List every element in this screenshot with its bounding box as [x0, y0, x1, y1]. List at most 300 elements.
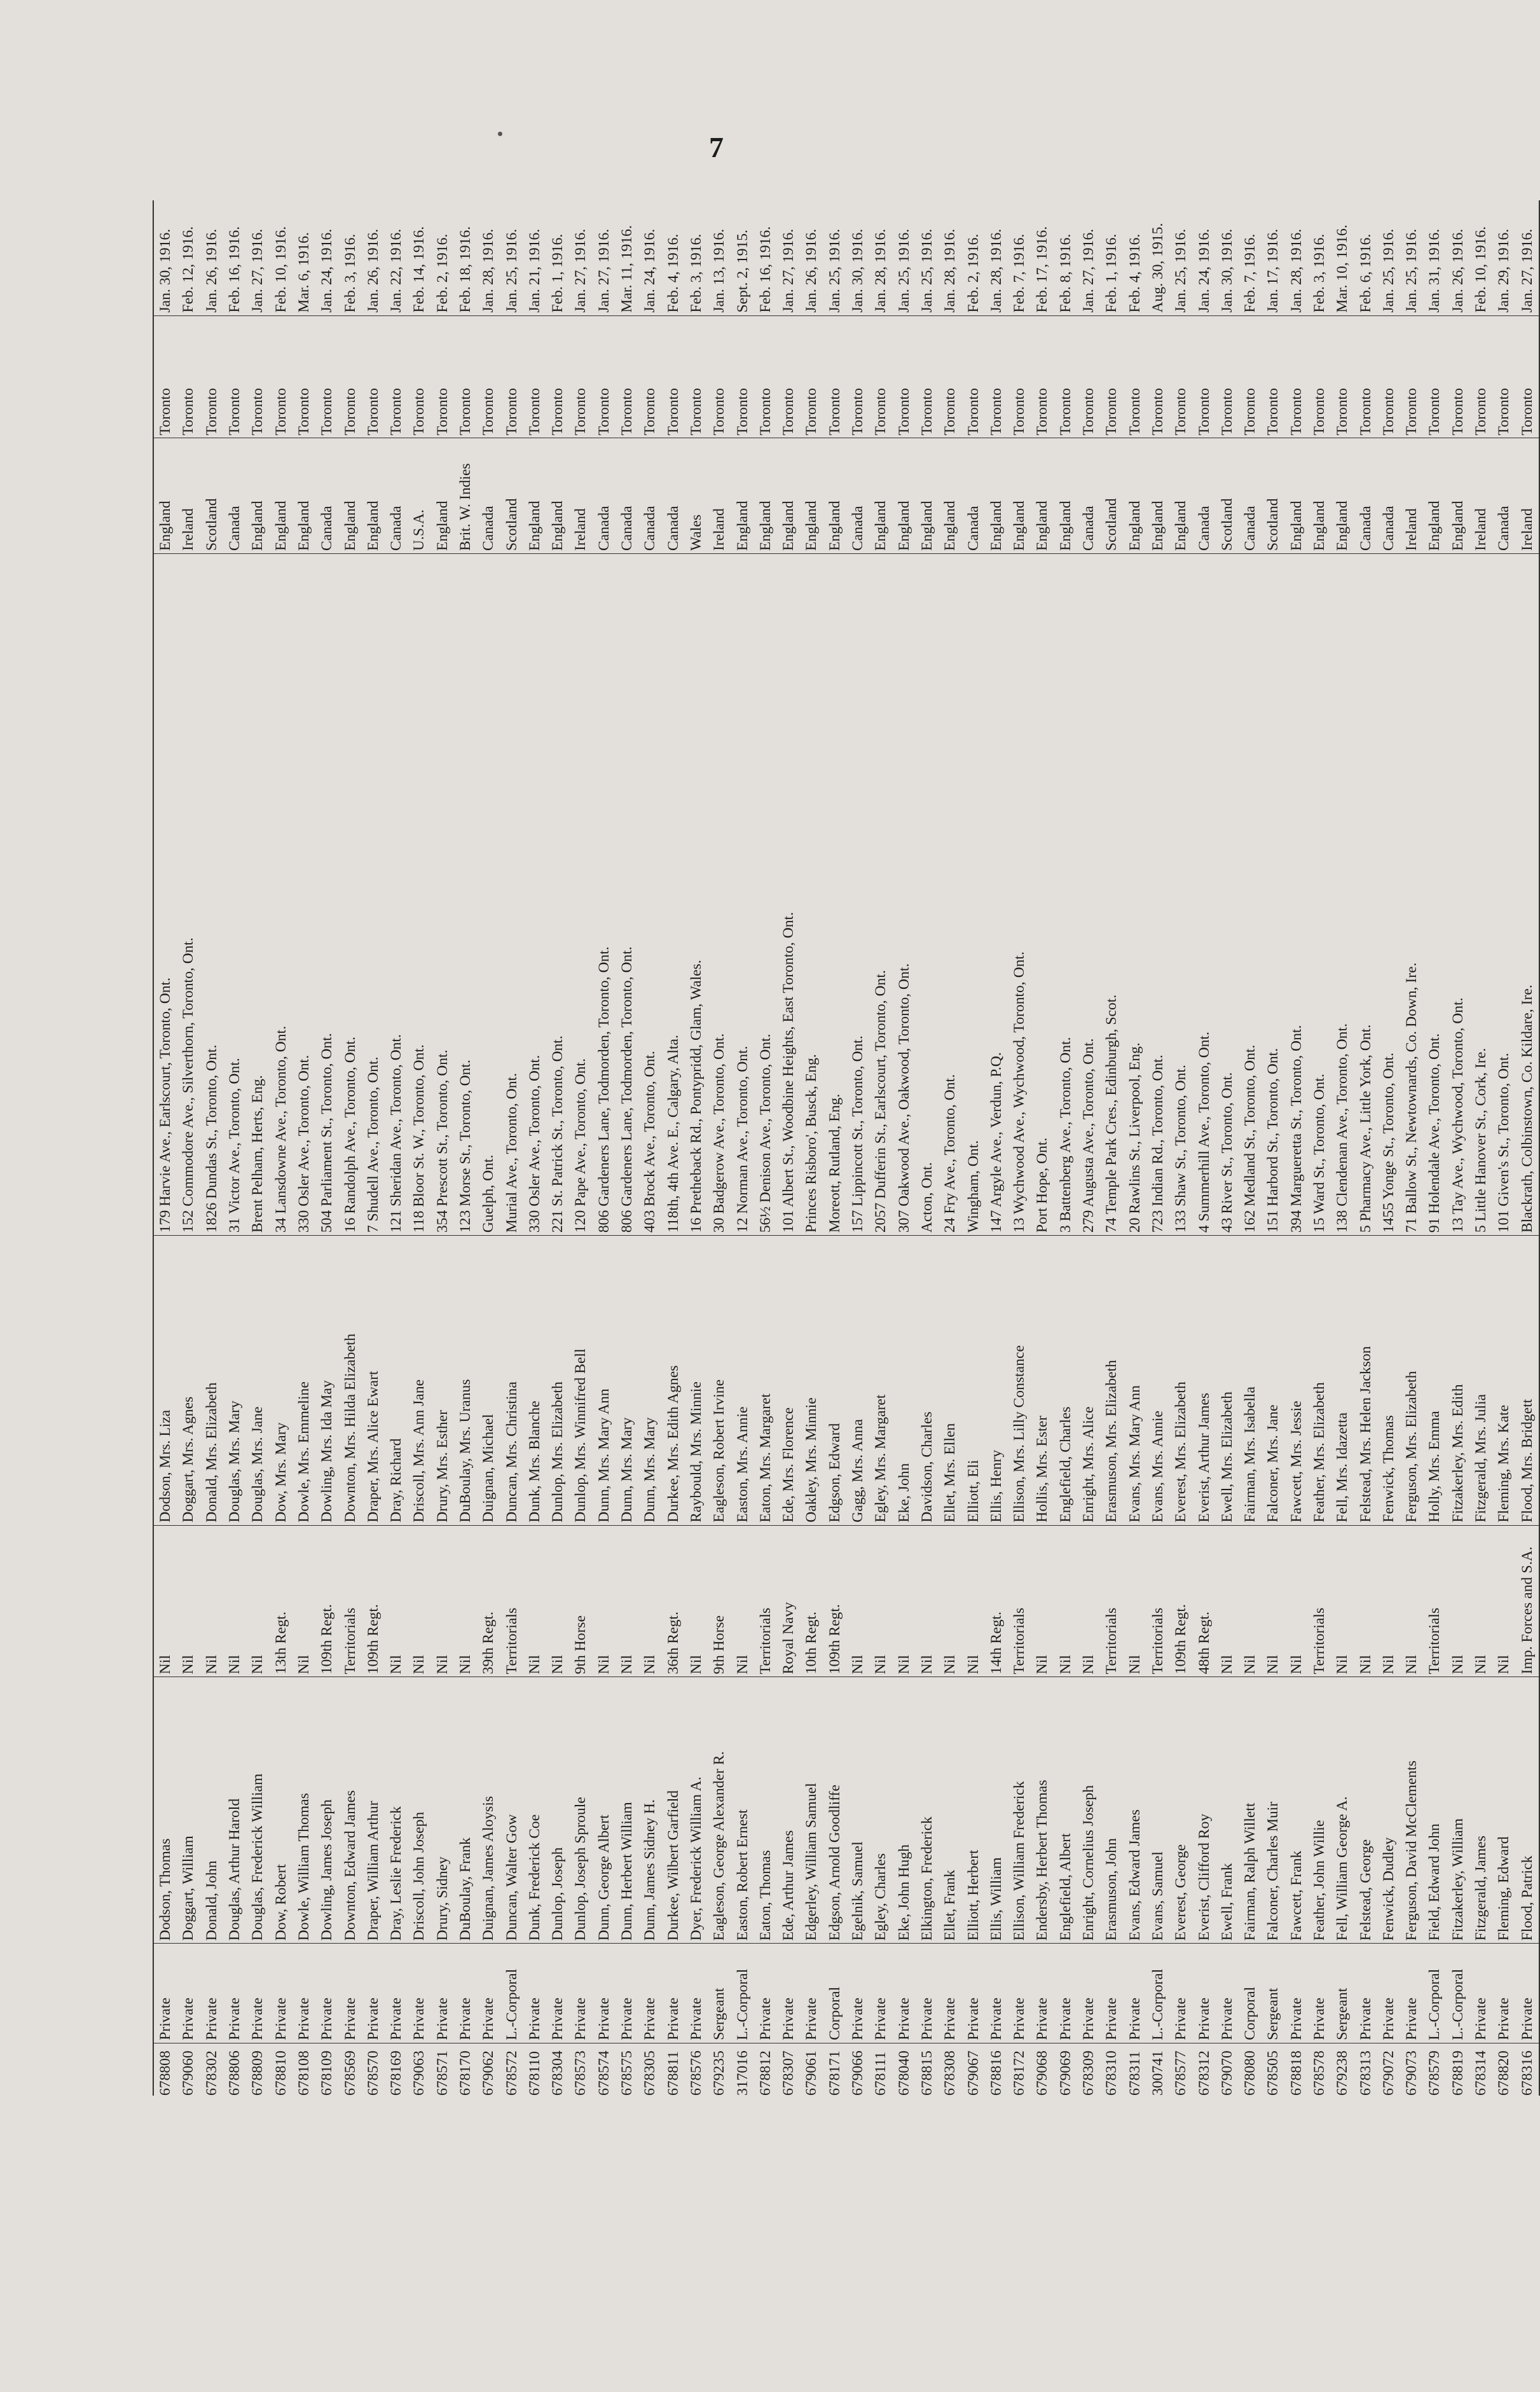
- regimental-number-cell: [246, 2043, 269, 2096]
- date-of-enlistment: Jan. 24, 1916.: [1195, 228, 1213, 313]
- rank-cell: [1331, 1944, 1354, 2043]
- place-of-enlistment: Toronto: [1126, 388, 1143, 436]
- place-of-enlistment-cell: [800, 315, 823, 438]
- next-of-kin-address-cell: [1031, 554, 1054, 1236]
- soldier-name-cell: [1169, 1677, 1192, 1944]
- table-row: [638, 200, 661, 2096]
- date-of-enlistment-cell: [1077, 200, 1100, 315]
- regimental-number: 678576: [687, 2050, 705, 2096]
- former-corps: Nil: [1403, 1655, 1420, 1675]
- next-of-kin-address-cell: [362, 554, 385, 1236]
- place-of-enlistment-cell: [385, 315, 408, 438]
- former-corps-cell: [500, 1525, 523, 1677]
- next-of-kin-address: Murial Ave., Toronto, Ont.: [503, 1073, 520, 1233]
- next-of-kin-cell: [1216, 1236, 1239, 1526]
- regimental-number-cell: [153, 2043, 177, 2096]
- regimental-number-cell: [662, 2043, 685, 2096]
- date-of-enlistment: Jan. 26, 1916.: [364, 228, 382, 313]
- country-of-birth-cell: [546, 438, 569, 554]
- soldier-name-cell: [477, 1677, 500, 1944]
- date-of-enlistment: Feb. 2, 1916.: [434, 233, 451, 313]
- rank: Private: [411, 1997, 428, 2040]
- country-of-birth: England: [1126, 501, 1143, 551]
- rank-cell: [615, 1944, 638, 2043]
- next-of-kin-address-cell: [1354, 554, 1377, 1236]
- table-row: [246, 200, 269, 2096]
- date-of-enlistment: Aug. 30, 1915.: [1149, 223, 1166, 313]
- rank: Private: [457, 1997, 474, 2040]
- country-of-birth-cell: [638, 438, 661, 554]
- table-row: [1239, 200, 1262, 2096]
- date-of-enlistment: Jan. 13, 1916.: [711, 228, 728, 313]
- soldier-name-cell: [1239, 1677, 1262, 1944]
- former-corps-cell: [1400, 1525, 1423, 1677]
- regimental-number-cell: [1192, 2043, 1215, 2096]
- former-corps-cell: [1146, 1525, 1169, 1677]
- former-corps: Nil: [1473, 1655, 1490, 1675]
- date-of-enlistment-cell: [477, 200, 500, 315]
- place-of-enlistment-cell: [546, 315, 569, 438]
- next-of-kin-cell: [546, 1236, 569, 1526]
- next-of-kin-address-cell: [823, 554, 846, 1236]
- next-of-kin-address-cell: [1285, 554, 1308, 1236]
- regimental-number: 679063: [411, 2050, 428, 2096]
- table-row: [708, 200, 731, 2096]
- next-of-kin-address-cell: [1469, 554, 1492, 1236]
- date-of-enlistment: Jan. 28, 1916.: [942, 228, 959, 313]
- next-of-kin-address: 504 Parliament St., Toronto, Ont.: [319, 1033, 336, 1233]
- date-of-enlistment: Feb. 12, 1916.: [180, 226, 197, 313]
- former-corps-cell: [1331, 1525, 1354, 1677]
- next-of-kin-address-cell: [1100, 554, 1123, 1236]
- date-of-enlistment: Feb. 8, 1916.: [1057, 233, 1074, 313]
- next-of-kin: DuBoulay, Mrs. Uranus: [457, 1379, 474, 1523]
- next-of-kin-cell: [315, 1236, 338, 1526]
- regimental-number-cell: [985, 2043, 1008, 2096]
- next-of-kin-cell: [523, 1236, 546, 1526]
- rank: Private: [1011, 1997, 1028, 2040]
- next-of-kin-cell: [1123, 1236, 1146, 1526]
- country-of-birth: Ireland: [1473, 508, 1490, 551]
- rank: Private: [1080, 1997, 1097, 2040]
- next-of-kin: Drury, Mrs. Esther: [434, 1409, 451, 1523]
- place-of-enlistment: Toronto: [1080, 388, 1097, 436]
- date-of-enlistment: Feb. 3, 1916.: [341, 233, 359, 313]
- place-of-enlistment: Toronto: [1518, 388, 1536, 436]
- soldier-name: Egley, Charles: [872, 1853, 890, 1941]
- next-of-kin-cell: [153, 1236, 177, 1526]
- former-corps-cell: [1169, 1525, 1192, 1677]
- country-of-birth: England: [249, 501, 266, 551]
- country-of-birth: Ireland: [1518, 508, 1536, 551]
- former-corps: Nil: [734, 1655, 751, 1675]
- former-corps-cell: [1262, 1525, 1284, 1677]
- regimental-number-cell: [269, 2043, 292, 2096]
- soldier-name-cell: [153, 1677, 177, 1944]
- place-of-enlistment-cell: [246, 315, 269, 438]
- next-of-kin-address: 118th, 4th Ave. E., Calgary, Alta.: [664, 1035, 682, 1233]
- next-of-kin-cell: [1008, 1236, 1031, 1526]
- next-of-kin-address-cell: [153, 554, 177, 1236]
- regimental-number: 678809: [249, 2050, 266, 2096]
- former-corps-cell: [869, 1525, 892, 1677]
- rank: Private: [1495, 1997, 1513, 2040]
- rank: Private: [226, 1997, 244, 2040]
- place-of-enlistment: Toronto: [1218, 388, 1235, 436]
- former-corps: Nil: [918, 1655, 935, 1675]
- soldier-name: Ede, Arthur James: [780, 1830, 797, 1941]
- next-of-kin-address-cell: [985, 554, 1008, 1236]
- next-of-kin-address: 179 Harvie Ave., Earlscourt, Toronto, Ont.: [157, 978, 174, 1233]
- rank-cell: [1077, 1944, 1100, 2043]
- former-corps-cell: [938, 1525, 961, 1677]
- place-of-enlistment: Toronto: [1149, 388, 1166, 436]
- former-corps: 9th Horse: [572, 1615, 589, 1675]
- regimental-number: 678171: [826, 2050, 843, 2096]
- table-row: [869, 200, 892, 2096]
- former-corps: Nil: [872, 1655, 890, 1675]
- place-of-enlistment-cell: [685, 315, 708, 438]
- former-corps-cell: [593, 1525, 615, 1677]
- regimental-number-cell: [754, 2043, 777, 2096]
- place-of-enlistment: Toronto: [826, 388, 843, 436]
- rank: Private: [364, 1997, 382, 2040]
- rank-cell: [754, 1944, 777, 2043]
- former-corps: Nil: [1495, 1655, 1513, 1675]
- place-of-enlistment-cell: [1008, 315, 1031, 438]
- next-of-kin-cell: [662, 1236, 685, 1526]
- country-of-birth-cell: [431, 438, 454, 554]
- next-of-kin-cell: [362, 1236, 385, 1526]
- place-of-enlistment: Toronto: [734, 388, 751, 436]
- rank-cell: [1216, 1944, 1239, 2043]
- place-of-enlistment-cell: [893, 315, 916, 438]
- place-of-enlistment: Toronto: [895, 388, 912, 436]
- soldier-name-cell: [431, 1677, 454, 1944]
- former-corps: 109th Regt.: [319, 1604, 336, 1675]
- regimental-number-cell: [477, 2043, 500, 2096]
- table-row: [1123, 200, 1146, 2096]
- regimental-number: 678505: [1265, 2050, 1282, 2096]
- regimental-number-cell: [362, 2043, 385, 2096]
- rank-cell: [315, 1944, 338, 2043]
- former-corps: Nil: [1449, 1655, 1466, 1675]
- country-of-birth: England: [1288, 501, 1305, 551]
- regimental-number-cell: [1377, 2043, 1400, 2096]
- next-of-kin-address: 30 Badgerow Ave., Toronto, Ont.: [711, 1033, 728, 1233]
- place-of-enlistment-cell: [569, 315, 592, 438]
- next-of-kin: Falconer, Mrs. Jane: [1265, 1404, 1282, 1523]
- table-row: [500, 200, 523, 2096]
- table-row: [893, 200, 916, 2096]
- date-of-enlistment: Jan. 28, 1916.: [987, 228, 1005, 313]
- place-of-enlistment-cell: [1400, 315, 1423, 438]
- next-of-kin: Dunn, Mrs. Mary: [642, 1417, 659, 1523]
- place-of-enlistment: Toronto: [1310, 388, 1328, 436]
- date-of-enlistment-cell: [961, 200, 984, 315]
- next-of-kin-address: Brent Pelham, Herts, Eng.: [249, 1075, 266, 1233]
- rank-cell: [731, 1944, 753, 2043]
- country-of-birth-cell: [362, 438, 385, 554]
- rank-cell: [362, 1944, 385, 2043]
- rank: Private: [1172, 1997, 1190, 2040]
- former-corps-cell: [546, 1525, 569, 1677]
- date-of-enlistment: Mar. 6, 1916.: [295, 232, 312, 313]
- country-of-birth-cell: [269, 438, 292, 554]
- rank: Private: [757, 1997, 774, 2040]
- place-of-enlistment-cell: [153, 315, 177, 438]
- country-of-birth: Canada: [642, 506, 659, 551]
- next-of-kin-address: 2057 Dufferin St., Earlscourt, Toronto, Ont.: [872, 970, 890, 1233]
- next-of-kin-address-cell: [1054, 554, 1077, 1236]
- regimental-number: 679070: [1218, 2050, 1235, 2096]
- country-of-birth-cell: [500, 438, 523, 554]
- rank-cell: [523, 1944, 546, 2043]
- country-of-birth: Canada: [1242, 506, 1259, 551]
- former-corps-cell: [708, 1525, 731, 1677]
- date-of-enlistment: Jan. 25, 1916.: [895, 228, 912, 313]
- next-of-kin-cell: [477, 1236, 500, 1526]
- next-of-kin: Elliott, Eli: [965, 1460, 982, 1523]
- country-of-birth: Scotland: [503, 498, 520, 551]
- table-row: [1146, 200, 1169, 2096]
- table-row: [1100, 200, 1123, 2096]
- country-of-birth-cell: [1447, 438, 1469, 554]
- date-of-enlistment: Sept. 2, 1915.: [734, 230, 751, 313]
- next-of-kin: Evans, Mrs. Annie: [1149, 1411, 1166, 1523]
- date-of-enlistment-cell: [223, 200, 246, 315]
- former-corps-cell: [408, 1525, 430, 1677]
- country-of-birth-cell: [1377, 438, 1400, 554]
- next-of-kin-address-cell: [454, 554, 477, 1236]
- place-of-enlistment-cell: [1377, 315, 1400, 438]
- date-of-enlistment-cell: [662, 200, 685, 315]
- soldier-name: Fenwick, Dudley: [1380, 1837, 1397, 1941]
- place-of-enlistment-cell: [916, 315, 938, 438]
- next-of-kin-address: 4 Summerhill Ave., Toronto, Ont.: [1195, 1032, 1213, 1233]
- country-of-birth: Ireland: [572, 508, 589, 551]
- date-of-enlistment: Feb. 10, 1916.: [272, 226, 289, 313]
- former-corps-cell: [454, 1525, 477, 1677]
- date-of-enlistment: Feb. 16, 1916.: [226, 226, 244, 313]
- soldier-name-cell: [1100, 1677, 1123, 1944]
- country-of-birth-cell: [893, 438, 916, 554]
- rank-cell: [223, 1944, 246, 2043]
- soldier-name-cell: [246, 1677, 269, 1944]
- place-of-enlistment: Toronto: [965, 388, 982, 436]
- country-of-birth-cell: [315, 438, 338, 554]
- next-of-kin-cell: [893, 1236, 916, 1526]
- country-of-birth-cell: [1354, 438, 1377, 554]
- next-of-kin-address: Acton, Ont.: [918, 1162, 935, 1233]
- country-of-birth: Scotland: [203, 498, 220, 551]
- regimental-number: 678578: [1310, 2050, 1328, 2096]
- country-of-birth: Scotland: [1218, 498, 1235, 551]
- next-of-kin: Dunn, Mrs. Mary: [619, 1417, 636, 1523]
- rank-cell: [269, 1944, 292, 2043]
- former-corps: Royal Navy: [780, 1601, 797, 1675]
- table-row: [1492, 200, 1515, 2096]
- former-corps-cell: [731, 1525, 753, 1677]
- next-of-kin-address-cell: [1423, 554, 1446, 1236]
- place-of-enlistment-cell: [431, 315, 454, 438]
- next-of-kin-address-cell: [177, 554, 200, 1236]
- date-of-enlistment-cell: [385, 200, 408, 315]
- table-row: [1308, 200, 1331, 2096]
- scan-speck: [498, 132, 502, 136]
- former-corps-cell: [1469, 1525, 1492, 1677]
- rank: Private: [1218, 1997, 1235, 2040]
- next-of-kin-address: 723 Indian Rd., Toronto, Ont.: [1149, 1054, 1166, 1233]
- next-of-kin: Holly, Mrs. Emma: [1426, 1411, 1443, 1523]
- former-corps-cell: [246, 1525, 269, 1677]
- regimental-number: 678314: [1473, 2050, 1490, 2096]
- former-corps: Territorials: [1426, 1607, 1443, 1675]
- former-corps-cell: [362, 1525, 385, 1677]
- next-of-kin-address: 138 Clendenan Ave., Toronto, Ont.: [1334, 1023, 1351, 1233]
- country-of-birth: England: [757, 501, 774, 551]
- soldier-name-cell: [1377, 1677, 1400, 1944]
- soldier-name: Evans, Edward James: [1126, 1809, 1143, 1941]
- next-of-kin: Eke, John: [895, 1463, 912, 1523]
- date-of-enlistment-cell: [431, 200, 454, 315]
- rank-cell: [1054, 1944, 1077, 2043]
- rank-cell: [1146, 1944, 1169, 2043]
- regimental-number-cell: [315, 2043, 338, 2096]
- date-of-enlistment: Jan. 29, 1916.: [1495, 228, 1513, 313]
- place-of-enlistment-cell: [1447, 315, 1469, 438]
- date-of-enlistment-cell: [177, 200, 200, 315]
- date-of-enlistment: Jan. 22, 1916.: [388, 228, 405, 313]
- next-of-kin: Ellet, Mrs. Ellen: [942, 1423, 959, 1523]
- regimental-number-cell: [1239, 2043, 1262, 2096]
- table-row: [408, 200, 430, 2096]
- rank-cell: [593, 1944, 615, 2043]
- regimental-number: 678172: [1011, 2050, 1028, 2096]
- next-of-kin-address-cell: [731, 554, 753, 1236]
- regimental-number: 678808: [157, 2050, 174, 2096]
- next-of-kin-address-cell: [315, 554, 338, 1236]
- former-corps: 36th Regt.: [664, 1612, 682, 1675]
- regimental-number-cell: [823, 2043, 846, 2096]
- rank-cell: [153, 1944, 177, 2043]
- place-of-enlistment-cell: [223, 315, 246, 438]
- next-of-kin: Oakley, Mrs. Minnie: [803, 1397, 820, 1523]
- table-row: [985, 200, 1008, 2096]
- date-of-enlistment: Feb. 17, 1916.: [1034, 226, 1051, 313]
- rank: Private: [1357, 1997, 1374, 2040]
- next-of-kin: Driscoll, Mrs. Ann Jane: [411, 1379, 428, 1523]
- soldier-name-cell: [338, 1677, 361, 1944]
- place-of-enlistment-cell: [200, 315, 223, 438]
- date-of-enlistment: Jan. 25, 1916.: [918, 228, 935, 313]
- rank: Private: [319, 1997, 336, 2040]
- date-of-enlistment-cell: [523, 200, 546, 315]
- next-of-kin-address: 221 St. Patrick St., Toronto, Ont.: [549, 1035, 567, 1233]
- regimental-number-cell: [200, 2043, 223, 2096]
- next-of-kin-address-cell: [1492, 554, 1515, 1236]
- date-of-enlistment: Feb. 7, 1916.: [1011, 233, 1028, 313]
- former-corps-cell: [385, 1525, 408, 1677]
- rank-cell: [546, 1944, 569, 2043]
- next-of-kin-cell: [961, 1236, 984, 1526]
- next-of-kin-cell: [685, 1236, 708, 1526]
- soldier-name: Ellis, William: [987, 1857, 1005, 1941]
- table-row: [1377, 200, 1400, 2096]
- date-of-enlistment-cell: [893, 200, 916, 315]
- place-of-enlistment-cell: [869, 315, 892, 438]
- former-corps: Nil: [965, 1655, 982, 1675]
- rank: Private: [1034, 1997, 1051, 2040]
- next-of-kin-address: 7 Shudell Ave., Toronto, Ont.: [364, 1056, 382, 1233]
- country-of-birth-cell: [1100, 438, 1123, 554]
- rank: Private: [849, 1997, 867, 2040]
- former-corps: Nil: [849, 1655, 867, 1675]
- rank: Private: [965, 1997, 982, 2040]
- soldier-name-cell: [869, 1677, 892, 1944]
- rank: Private: [549, 1997, 567, 2040]
- date-of-enlistment: Jan. 30, 1916.: [849, 228, 867, 313]
- country-of-birth-cell: [800, 438, 823, 554]
- place-of-enlistment: Toronto: [664, 388, 682, 436]
- country-of-birth-cell: [1262, 438, 1284, 554]
- next-of-kin-address: 157 Lippincott St., Toronto, Ont.: [849, 1035, 867, 1233]
- place-of-enlistment: Toronto: [1265, 388, 1282, 436]
- date-of-enlistment-cell: [1239, 200, 1262, 315]
- former-corps: Nil: [942, 1655, 959, 1675]
- date-of-enlistment-cell: [546, 200, 569, 315]
- date-of-enlistment: Feb. 14, 1916.: [411, 226, 428, 313]
- table-row: [685, 200, 708, 2096]
- regimental-number-cell: [961, 2043, 984, 2096]
- next-of-kin-address: 162 Medland St., Toronto, Ont.: [1242, 1044, 1259, 1233]
- date-of-enlistment: Mar. 10, 1916.: [1334, 225, 1351, 313]
- former-corps-cell: [1239, 1525, 1262, 1677]
- place-of-enlistment-cell: [1216, 315, 1239, 438]
- country-of-birth: England: [1449, 501, 1466, 551]
- next-of-kin-address: 147 Argyle Ave., Verdun, P.Q.: [987, 1052, 1005, 1233]
- soldier-name-cell: [1123, 1677, 1146, 1944]
- country-of-birth-cell: [754, 438, 777, 554]
- date-of-enlistment: Jan. 24, 1916.: [319, 228, 336, 313]
- place-of-enlistment-cell: [1262, 315, 1284, 438]
- regimental-number-cell: [500, 2043, 523, 2096]
- rank-cell: [500, 1944, 523, 2043]
- next-of-kin-address: Princes Risboro', Busck, Eng.: [803, 1054, 820, 1233]
- soldier-name: Englefield, Albert: [1057, 1833, 1074, 1941]
- regimental-number-cell: [1492, 2043, 1515, 2096]
- soldier-name-cell: [823, 1677, 846, 1944]
- date-of-enlistment-cell: [500, 200, 523, 315]
- date-of-enlistment-cell: [200, 200, 223, 315]
- country-of-birth: Canada: [1080, 506, 1097, 551]
- former-corps-cell: [315, 1525, 338, 1677]
- next-of-kin-address: Wingham, Ont.: [965, 1140, 982, 1233]
- soldier-name-cell: [1400, 1677, 1423, 1944]
- rank-cell: [1262, 1944, 1284, 2043]
- former-corps: Nil: [549, 1655, 567, 1675]
- date-of-enlistment: Jan. 30, 1916.: [1218, 228, 1235, 313]
- rank-cell: [431, 1944, 454, 2043]
- next-of-kin-address-cell: [223, 554, 246, 1236]
- soldier-name: Dunk, Frederick Coe: [526, 1814, 543, 1941]
- country-of-birth-cell: [200, 438, 223, 554]
- rank-cell: [177, 1944, 200, 2043]
- next-of-kin-address: 279 Augusta Ave., Toronto, Ont.: [1080, 1038, 1097, 1233]
- country-of-birth: Canada: [319, 506, 336, 551]
- former-corps: Nil: [619, 1655, 636, 1675]
- rank-cell: [1400, 1944, 1423, 2043]
